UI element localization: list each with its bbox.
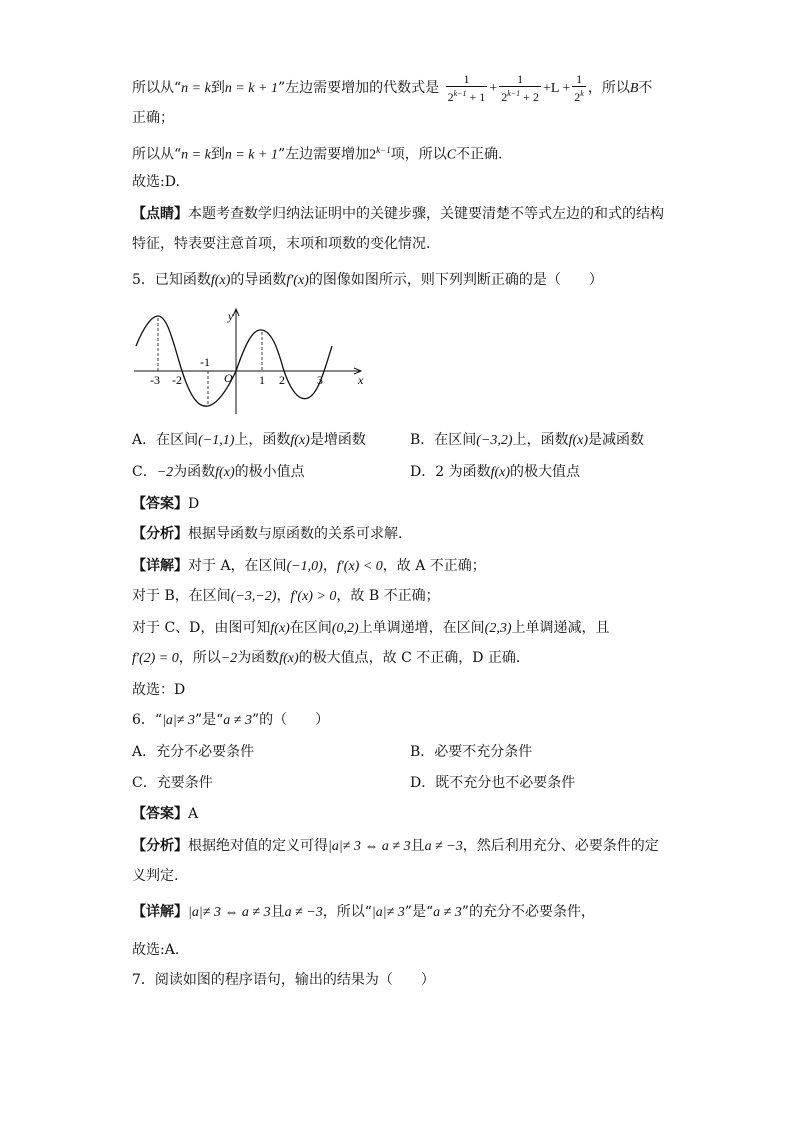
text-line: 特征，特表要注意首项，末项和项数的变化情况. [132, 236, 431, 252]
tick-label: -1 [200, 355, 210, 369]
text-line: 所以从“n = k到n = k + 1”左边需要增加$2^{k-1}$项，所以C不正确. [132, 145, 503, 163]
answer: 【答案】D [132, 496, 200, 512]
question-5: 5．已知函数f(x)的导函数f′(x)的图像如图所示，则下列判断正确的是（ ） [132, 272, 603, 288]
origin-label: O [224, 371, 233, 385]
analysis: 【分析】根据绝对值的定义可得|a|≠ 3 ⇔ a ≠ 3且a ≠ −3，然后利用充分、必要条件的定 [132, 838, 659, 854]
text-line: 所以从“n = k到n = k + 1”左边需要增加的代数式是 $\frac{1}{2^{k-1} + 1}$ + $\frac{1}{2^{k-1} + 2}$ +L + $\frac{1}{2^k}$ ，所以B不 [132, 72, 653, 104]
option-d: D．既不充分也不必要条件 [410, 775, 576, 791]
option-d: D．2 为函数f(x)的极大值点 [410, 464, 581, 480]
question-6: 6．“|a|≠ 3”是“a ≠ 3”的（ ） [132, 712, 330, 728]
tick-label: 3 [317, 373, 323, 387]
tick-label: -3 [150, 373, 160, 387]
fraction: $\frac{1}{2^k}$ [574, 72, 584, 104]
tick-label: 1 [259, 373, 265, 387]
detail-line: f′(2) = 0，所以−2为函数f(x)的极大值点，故 C 不正确，D 正确. [132, 650, 521, 666]
fraction: $\frac{1}{2^{k-1} + 2}$ [501, 72, 539, 104]
detail-line: 对于 B，在区间(−3,−2)，f′(x) > 0，故 B 不正确； [132, 588, 440, 604]
detail-line: 【详解】|a|≠ 3 ⇔ a ≠ 3且a ≠ −3，所以“|a|≠ 3”是“a ≠ 3”的充分不必要条件， [132, 904, 595, 920]
analysis: 【分析】根据导函数与原函数的关系可求解. [132, 526, 403, 542]
text-line: 正确； [132, 110, 174, 126]
choose: 故选：D [132, 682, 186, 698]
tick-label: 2 [279, 373, 285, 387]
x-axis-label: x [358, 373, 364, 387]
option-b: B．必要不充分条件 [410, 744, 533, 760]
question-7: 7．阅读如图的程序语句，输出的结果为（ ） [132, 972, 435, 988]
analysis: 义判定. [132, 868, 179, 884]
text-line: 故选:D. [132, 174, 180, 190]
answer: 【答案】A [132, 806, 199, 822]
detail-line: 对于 C、D，由图可知f(x)在区间(0,2)上单调递增，在区间(2,3)上单调递减，且 [132, 620, 610, 636]
detail-line: 【详解】对于 A，在区间(−1,0)，f′(x) < 0，故 A 不正确； [132, 558, 486, 574]
choose: 故选:A. [132, 942, 180, 958]
option-c: C．充要条件 [132, 775, 213, 791]
tick-label: -2 [172, 373, 182, 387]
curve [136, 316, 332, 406]
option-b: B．在区间(−3,2)上，函数f(x)是减函数 [410, 432, 645, 448]
y-axis-label: y [228, 309, 234, 323]
derivative-graph [132, 306, 372, 418]
fraction: $\frac{1}{2^{k-1} + 1}$ [447, 72, 486, 104]
text-line: 【点睛】本题考查数学归纳法证明中的关键步骤，关键要清楚不等式左边的和式的结构 [132, 206, 664, 222]
option-a: A．充分不必要条件 [132, 744, 255, 760]
option-a: A．在区间(−1,1)上，函数f(x)是增函数 [132, 432, 366, 448]
option-c: C．−2为函数f(x)的极小值点 [132, 464, 305, 480]
